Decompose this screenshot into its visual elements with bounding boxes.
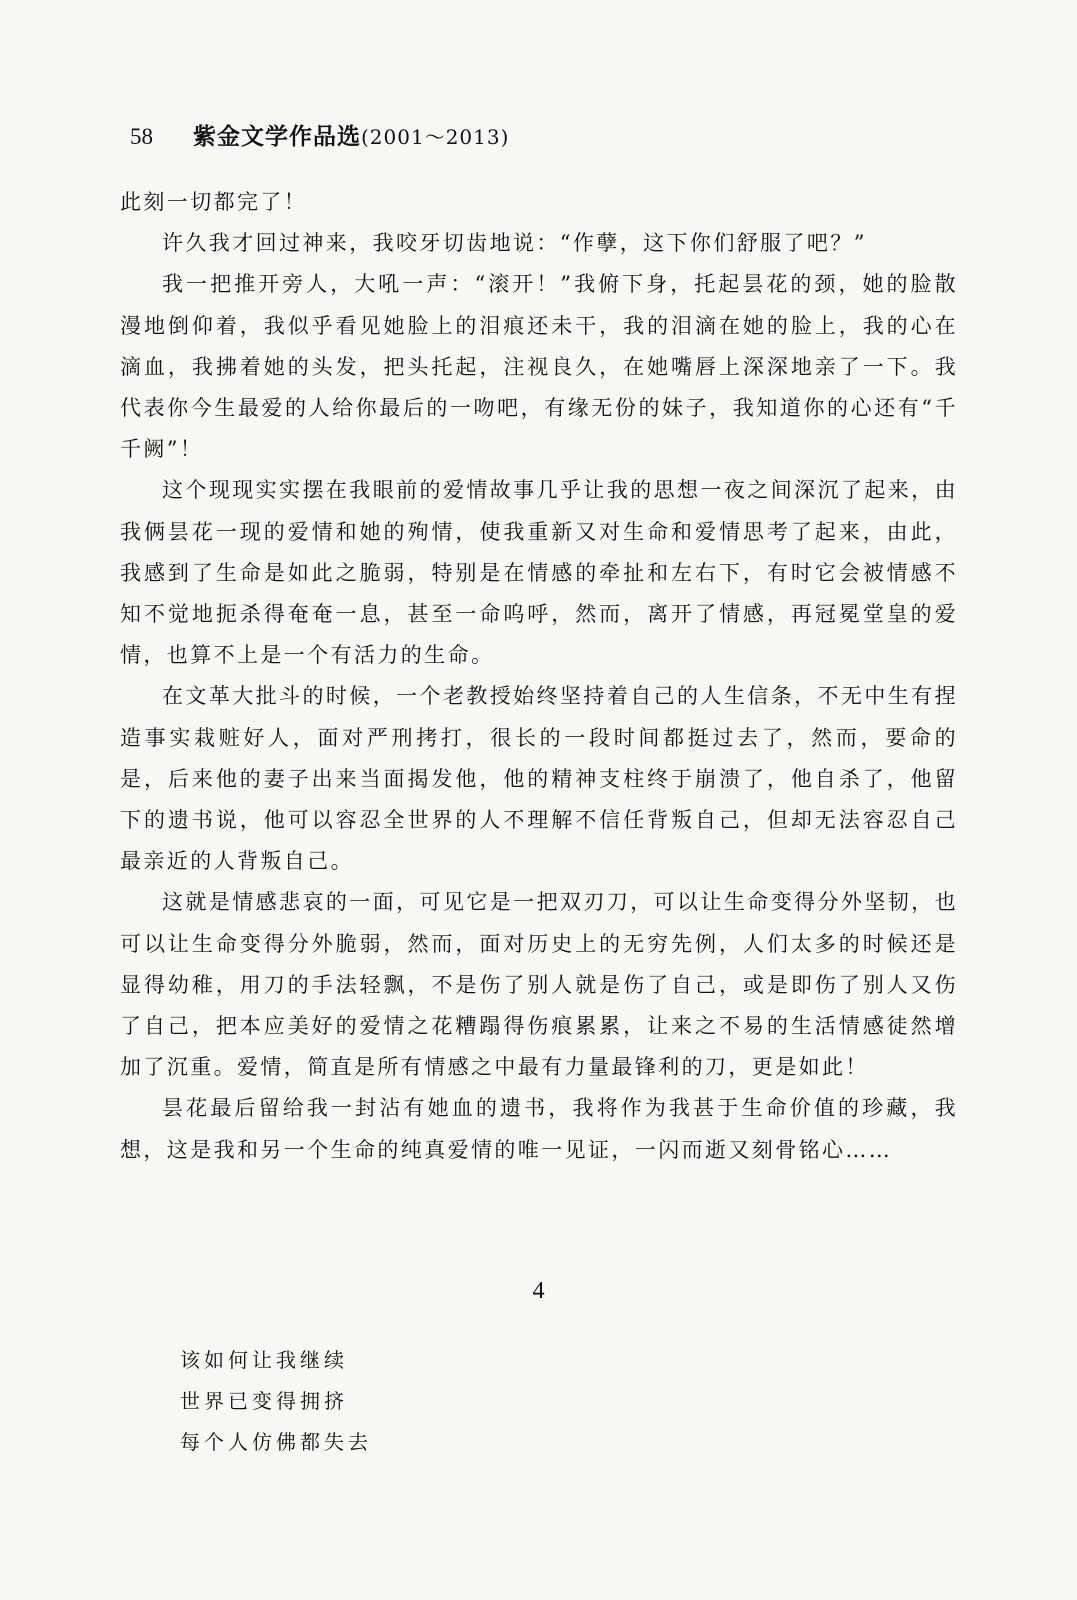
paragraph: 此刻一切都完了！ (120, 190, 308, 214)
paragraph: 我一把推开旁人，大吼一声：“滚开！”我俯下身，托起昙花的颈，她的脸散漫地倒仰着，我似乎看见她脸上的泪痕还未干，我的泪滴在她的脸上，我的心在滴血，我拂着她的头发，把头托起，注视良久，在她嘴唇上深深地亲了一下。我代表你今生最爱的人给你最后的一吻吧，有缘无份的妹子，我知道你的心还有“千千阙”！ (120, 272, 958, 462)
poem-line: 每个人仿佛都失去 (180, 1430, 372, 1454)
book-years: (2001～2013) (361, 125, 510, 149)
paragraph: 昙花最后留给我一封沾有她血的遗书，我将作为我甚于生命价值的珍藏，我想，这是我和另一个生命的纯真爱情的唯一见证，一闪而逝又刻骨铭心…… (120, 1096, 958, 1162)
poem-line: 世界已变得拥挤 (180, 1389, 348, 1413)
paragraph: 许久我才回过神来，我咬牙切齿地说：“作孽，这下你们舒服了吧？” (162, 231, 867, 256)
poem-line: 该如何让我继续 (180, 1348, 348, 1372)
body-text (120, 182, 958, 1171)
paragraph: 这个现现实实摆在我眼前的爱情故事几乎让我的思想一夜之间深沉了起来，由我俩昙花一现的爱情和她的殉情，使我重新又对生命和爱情思考了起来，由此，我感到了生命是如此之脆弱，特别是在情感的牵扯和左右下，有时它会被情感不知不觉地扼杀得奄奄一息，甚至一命呜呼，然而，离开了情感，再冠冕堂皇的爱情，也算不上是一个有活力的生命。 (120, 478, 958, 668)
paragraph: 在文革大批斗的时候，一个老教授始终坚持着自己的人生信条，不无中生有捏造事实栽赃好人，面对严刑拷打，很长的一段时间都挺过去了，然而，要命的是，后来他的妻子出来当面揭发他，他的精神支柱终于崩溃了，他自杀了，他留下的遗书说，他可以容忍全世界的人不理解不信任背叛自己，但却无法容忍自己最亲近的人背叛自己。 (120, 684, 958, 874)
paragraph: 这就是情感悲哀的一面，可见它是一把双刃刀，可以让生命变得分外坚韧，也可以让生命变得分外脆弱，然而，面对历史上的无穷先例，人们太多的时候还是显得幼稚，用刀的手法轻飘，不是伤了别人就是伤了自己，或是即伤了别人又伤了自己，把本应美好的爱情之花糟蹋得伤痕累累，让来之不易的生活情感徒然增加了沉重。爱情，简直是所有情感之中最有力量最锋利的刀，更是如此！ (120, 890, 958, 1080)
section-number: 4 (532, 1278, 545, 1304)
page-header (130, 118, 509, 158)
poem (180, 1340, 372, 1463)
page-number: 58 (130, 124, 153, 149)
book-title: 紫金文学作品选 (193, 124, 361, 150)
